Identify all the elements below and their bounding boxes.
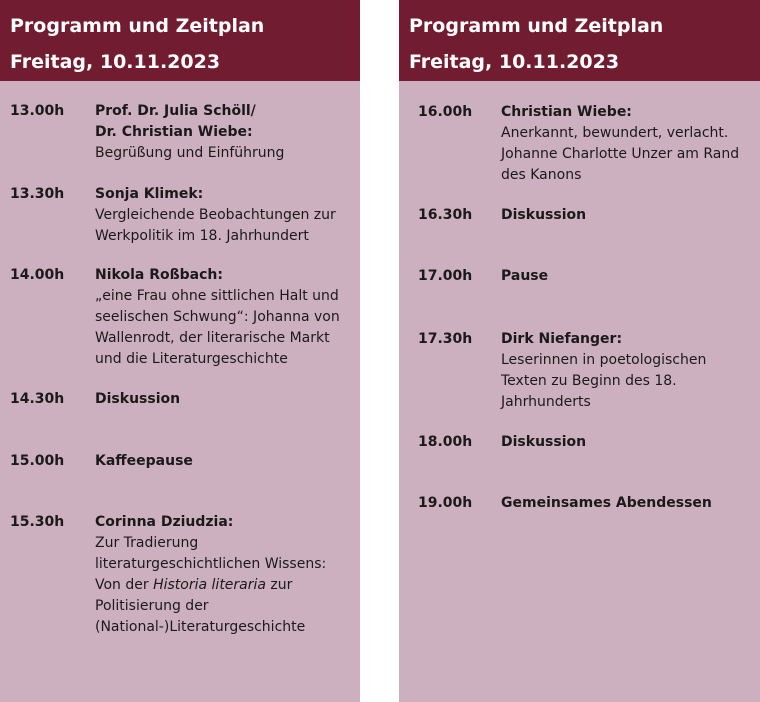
item-talk: „eine Frau ohne sittlichen Halt und seelischen Schwung“: Johanna von Wallenrodt, der literarische Markt und die Literaturgeschichte xyxy=(95,288,340,367)
item-speaker: Nikola Roßbach: xyxy=(95,267,223,283)
item-time: 16.30h xyxy=(418,207,473,223)
item-body xyxy=(501,329,753,413)
panel-title: Programm und Zeitplan xyxy=(409,15,664,37)
panel-date: Freitag, 10.11.2023 xyxy=(409,51,620,73)
item-time: 17.30h xyxy=(418,331,473,347)
item-talk: Leserinnen in poetologischen Texten zu Beginn des 18. Jahrhunderts xyxy=(501,352,707,410)
item-time: 17.00h xyxy=(418,268,473,284)
item-body xyxy=(501,102,753,186)
item-time: 15.00h xyxy=(10,453,65,469)
item-speaker: Dirk Niefanger: xyxy=(501,331,623,347)
item-speaker: Gemeinsames Abendessen xyxy=(501,495,712,511)
panel-date: Freitag, 10.11.2023 xyxy=(10,51,221,73)
item-time: 13.30h xyxy=(10,186,65,202)
item-body xyxy=(501,266,753,287)
item-time: 14.00h xyxy=(10,267,65,283)
item-time: 13.00h xyxy=(10,103,65,119)
item-speaker: Prof. Dr. Julia Schöll/ Dr. Christian Wiebe: xyxy=(95,103,256,140)
item-body xyxy=(95,389,353,410)
item-speaker: Pause xyxy=(501,268,549,284)
item-time: 16.00h xyxy=(418,104,473,120)
item-time: 15.30h xyxy=(10,514,65,530)
item-body xyxy=(95,512,353,638)
item-time: 19.00h xyxy=(418,495,473,511)
panel-header xyxy=(399,0,760,81)
item-body xyxy=(95,451,353,472)
item-speaker: Diskussion xyxy=(95,391,181,407)
item-talk: Begrüßung und Einführung xyxy=(95,145,285,161)
item-talk-text: zur Politisierung der (National-)Literaturgeschichte xyxy=(95,577,306,635)
item-body xyxy=(95,101,353,164)
item-speaker: Christian Wiebe: xyxy=(501,104,632,120)
panel-header xyxy=(0,0,360,81)
item-time: 18.00h xyxy=(418,434,473,450)
item-body xyxy=(501,432,753,453)
item-talk-text: Zur Tradierung literaturgeschichtlichen Wissens: Von der xyxy=(95,535,327,593)
item-talk: Anerkannt, bewundert, verlacht. Johanne Charlotte Unzer am Rand des Kanons xyxy=(501,125,740,183)
schedule-panel-left xyxy=(0,0,360,702)
item-speaker: Diskussion xyxy=(501,434,587,450)
item-talk: Vergleichende Beobachtungen zur Werkpolitik im 18. Jahrhundert xyxy=(95,207,336,244)
item-speaker: Kaffeepause xyxy=(95,453,193,469)
item-body xyxy=(501,493,753,514)
item-body xyxy=(95,265,353,370)
item-time: 14.30h xyxy=(10,391,65,407)
item-speaker: Diskussion xyxy=(501,207,587,223)
item-speaker: Corinna Dziudzia: xyxy=(95,514,234,530)
panel-title: Programm und Zeitplan xyxy=(10,15,265,37)
item-talk-title: Historia literaria xyxy=(153,577,266,593)
item-talk xyxy=(95,533,353,638)
item-body xyxy=(501,205,753,226)
item-body xyxy=(95,184,353,247)
schedule-panel-right xyxy=(399,0,760,702)
item-speaker: Sonja Klimek: xyxy=(95,186,204,202)
